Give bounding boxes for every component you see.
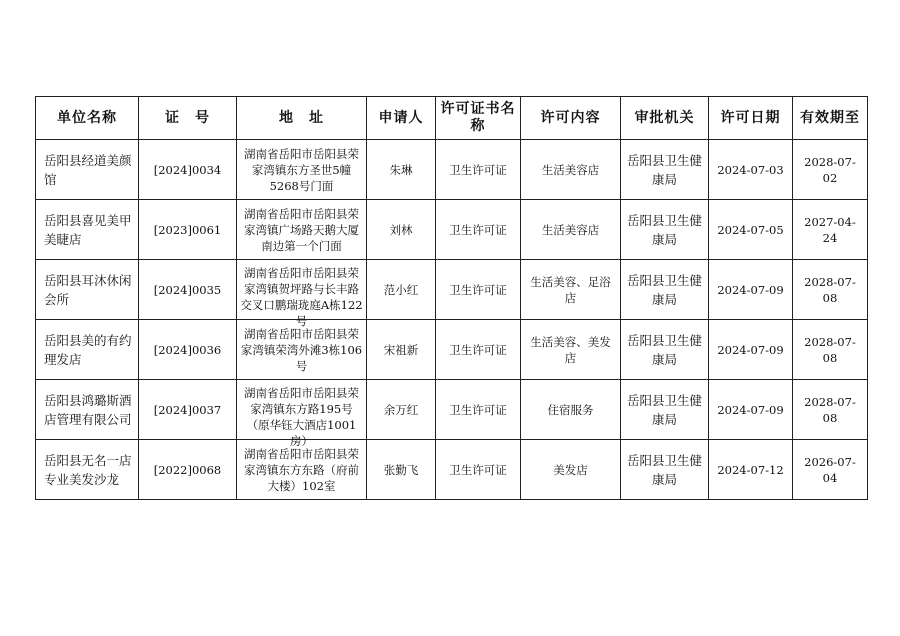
- cell-unit-name: 岳阳县喜见美甲美睫店: [36, 200, 139, 260]
- cell-cert-name: 卫生许可证: [436, 260, 521, 320]
- permit-table: [35, 96, 868, 500]
- cell-issue-date: 2024-07-05: [709, 200, 793, 260]
- cell-applicant: 余万红: [367, 380, 436, 440]
- header-address: 地 址: [237, 97, 367, 140]
- address-text: 湖南省岳阳市岳阳县荣家湾镇东方东路（府前大楼）102室: [244, 446, 359, 493]
- cell-cert-no: [2022]0068: [139, 440, 237, 500]
- cell-valid-until: 2028-07-08: [793, 320, 868, 380]
- cell-cert-name: 卫生许可证: [436, 200, 521, 260]
- cell-cert-name: 卫生许可证: [436, 440, 521, 500]
- cell-content: 住宿服务: [521, 380, 621, 440]
- cell-authority: 岳阳县卫生健康局: [621, 260, 709, 320]
- cell-authority: 岳阳县卫生健康局: [621, 200, 709, 260]
- header-authority: 审批机关: [621, 97, 709, 140]
- cell-cert-name: 卫生许可证: [436, 320, 521, 380]
- cell-valid-until: 2028-07-08: [793, 260, 868, 320]
- cell-cert-no: [2024]0037: [139, 380, 237, 440]
- address-text: 湖南省岳阳市岳阳县荣家湾镇广场路天鹅大厦南边第一个门面: [244, 206, 359, 253]
- table-row: [36, 440, 868, 500]
- header-cert-name: 许可证书名称: [436, 97, 521, 140]
- cell-valid-until: 2028-07-02: [793, 140, 868, 200]
- cell-valid-until: 2028-07-08: [793, 380, 868, 440]
- cell-unit-name: 岳阳县经道美颜馆: [36, 140, 139, 200]
- cell-cert-no: [2023]0061: [139, 200, 237, 260]
- cell-valid-until: 2027-04-24: [793, 200, 868, 260]
- cell-cert-no: [2024]0034: [139, 140, 237, 200]
- header-cert-no: 证 号: [139, 97, 237, 140]
- cell-content: 美发店: [521, 440, 621, 500]
- cell-unit-name: 岳阳县鸿璐斯酒店管理有限公司: [36, 380, 139, 440]
- cell-authority: 岳阳县卫生健康局: [621, 320, 709, 380]
- header-unit-name: 单位名称: [36, 97, 139, 140]
- cell-applicant: 朱琳: [367, 140, 436, 200]
- table-row: [36, 320, 868, 380]
- address-text: 湖南省岳阳市岳阳县荣家湾镇贺坪路与长丰路交叉口鹏瑞珑庭A栋122号: [240, 265, 363, 328]
- cell-applicant: 范小红: [367, 260, 436, 320]
- cell-applicant: 刘林: [367, 200, 436, 260]
- cell-applicant: 张勤飞: [367, 440, 436, 500]
- cell-unit-name: 岳阳县耳沐休闲会所: [36, 260, 139, 320]
- cell-issue-date: 2024-07-09: [709, 260, 793, 320]
- cell-issue-date: 2024-07-09: [709, 380, 793, 440]
- cell-address: [237, 200, 367, 260]
- cell-authority: 岳阳县卫生健康局: [621, 380, 709, 440]
- cell-cert-name: 卫生许可证: [436, 140, 521, 200]
- cell-content: 生活美容、美发店: [521, 320, 621, 380]
- cell-address: [237, 260, 367, 328]
- cell-content: 生活美容、足浴店: [521, 260, 621, 320]
- cell-valid-until: 2026-07-04: [793, 440, 868, 500]
- cell-address: [237, 440, 367, 500]
- header-issue-date: 许可日期: [709, 97, 793, 140]
- cell-unit-name: 岳阳县美的有约理发店: [36, 320, 139, 380]
- cell-cert-name: 卫生许可证: [436, 380, 521, 440]
- cell-applicant: 宋祖新: [367, 320, 436, 380]
- address-text: 湖南省岳阳市岳阳县荣家湾镇东方路195号（原华钰大酒店1001房）: [244, 385, 359, 448]
- cell-unit-name: 岳阳县无名一店专业美发沙龙: [36, 440, 139, 500]
- cell-content: 生活美容店: [521, 200, 621, 260]
- cell-address: [237, 320, 367, 380]
- cell-content: 生活美容店: [521, 140, 621, 200]
- address-text: 湖南省岳阳市岳阳县荣家湾镇东方圣世5幢5268号门面: [244, 146, 359, 193]
- table-row: [36, 200, 868, 260]
- cell-cert-no: [2024]0036: [139, 320, 237, 380]
- cell-address: [237, 140, 367, 200]
- header-applicant: 申请人: [367, 97, 436, 140]
- table-row: [36, 140, 868, 200]
- cell-issue-date: 2024-07-03: [709, 140, 793, 200]
- cell-issue-date: 2024-07-12: [709, 440, 793, 500]
- cell-issue-date: 2024-07-09: [709, 320, 793, 380]
- table-row: [36, 380, 868, 440]
- cell-authority: 岳阳县卫生健康局: [621, 140, 709, 200]
- header-content: 许可内容: [521, 97, 621, 140]
- cell-address: [237, 380, 367, 448]
- header-valid-until: 有效期至: [793, 97, 868, 140]
- header-row: [36, 97, 868, 140]
- cell-authority: 岳阳县卫生健康局: [621, 440, 709, 500]
- cell-cert-no: [2024]0035: [139, 260, 237, 320]
- table-row: [36, 260, 868, 320]
- address-text: 湖南省岳阳市岳阳县荣家湾镇荣湾外滩3栋106号: [240, 326, 363, 373]
